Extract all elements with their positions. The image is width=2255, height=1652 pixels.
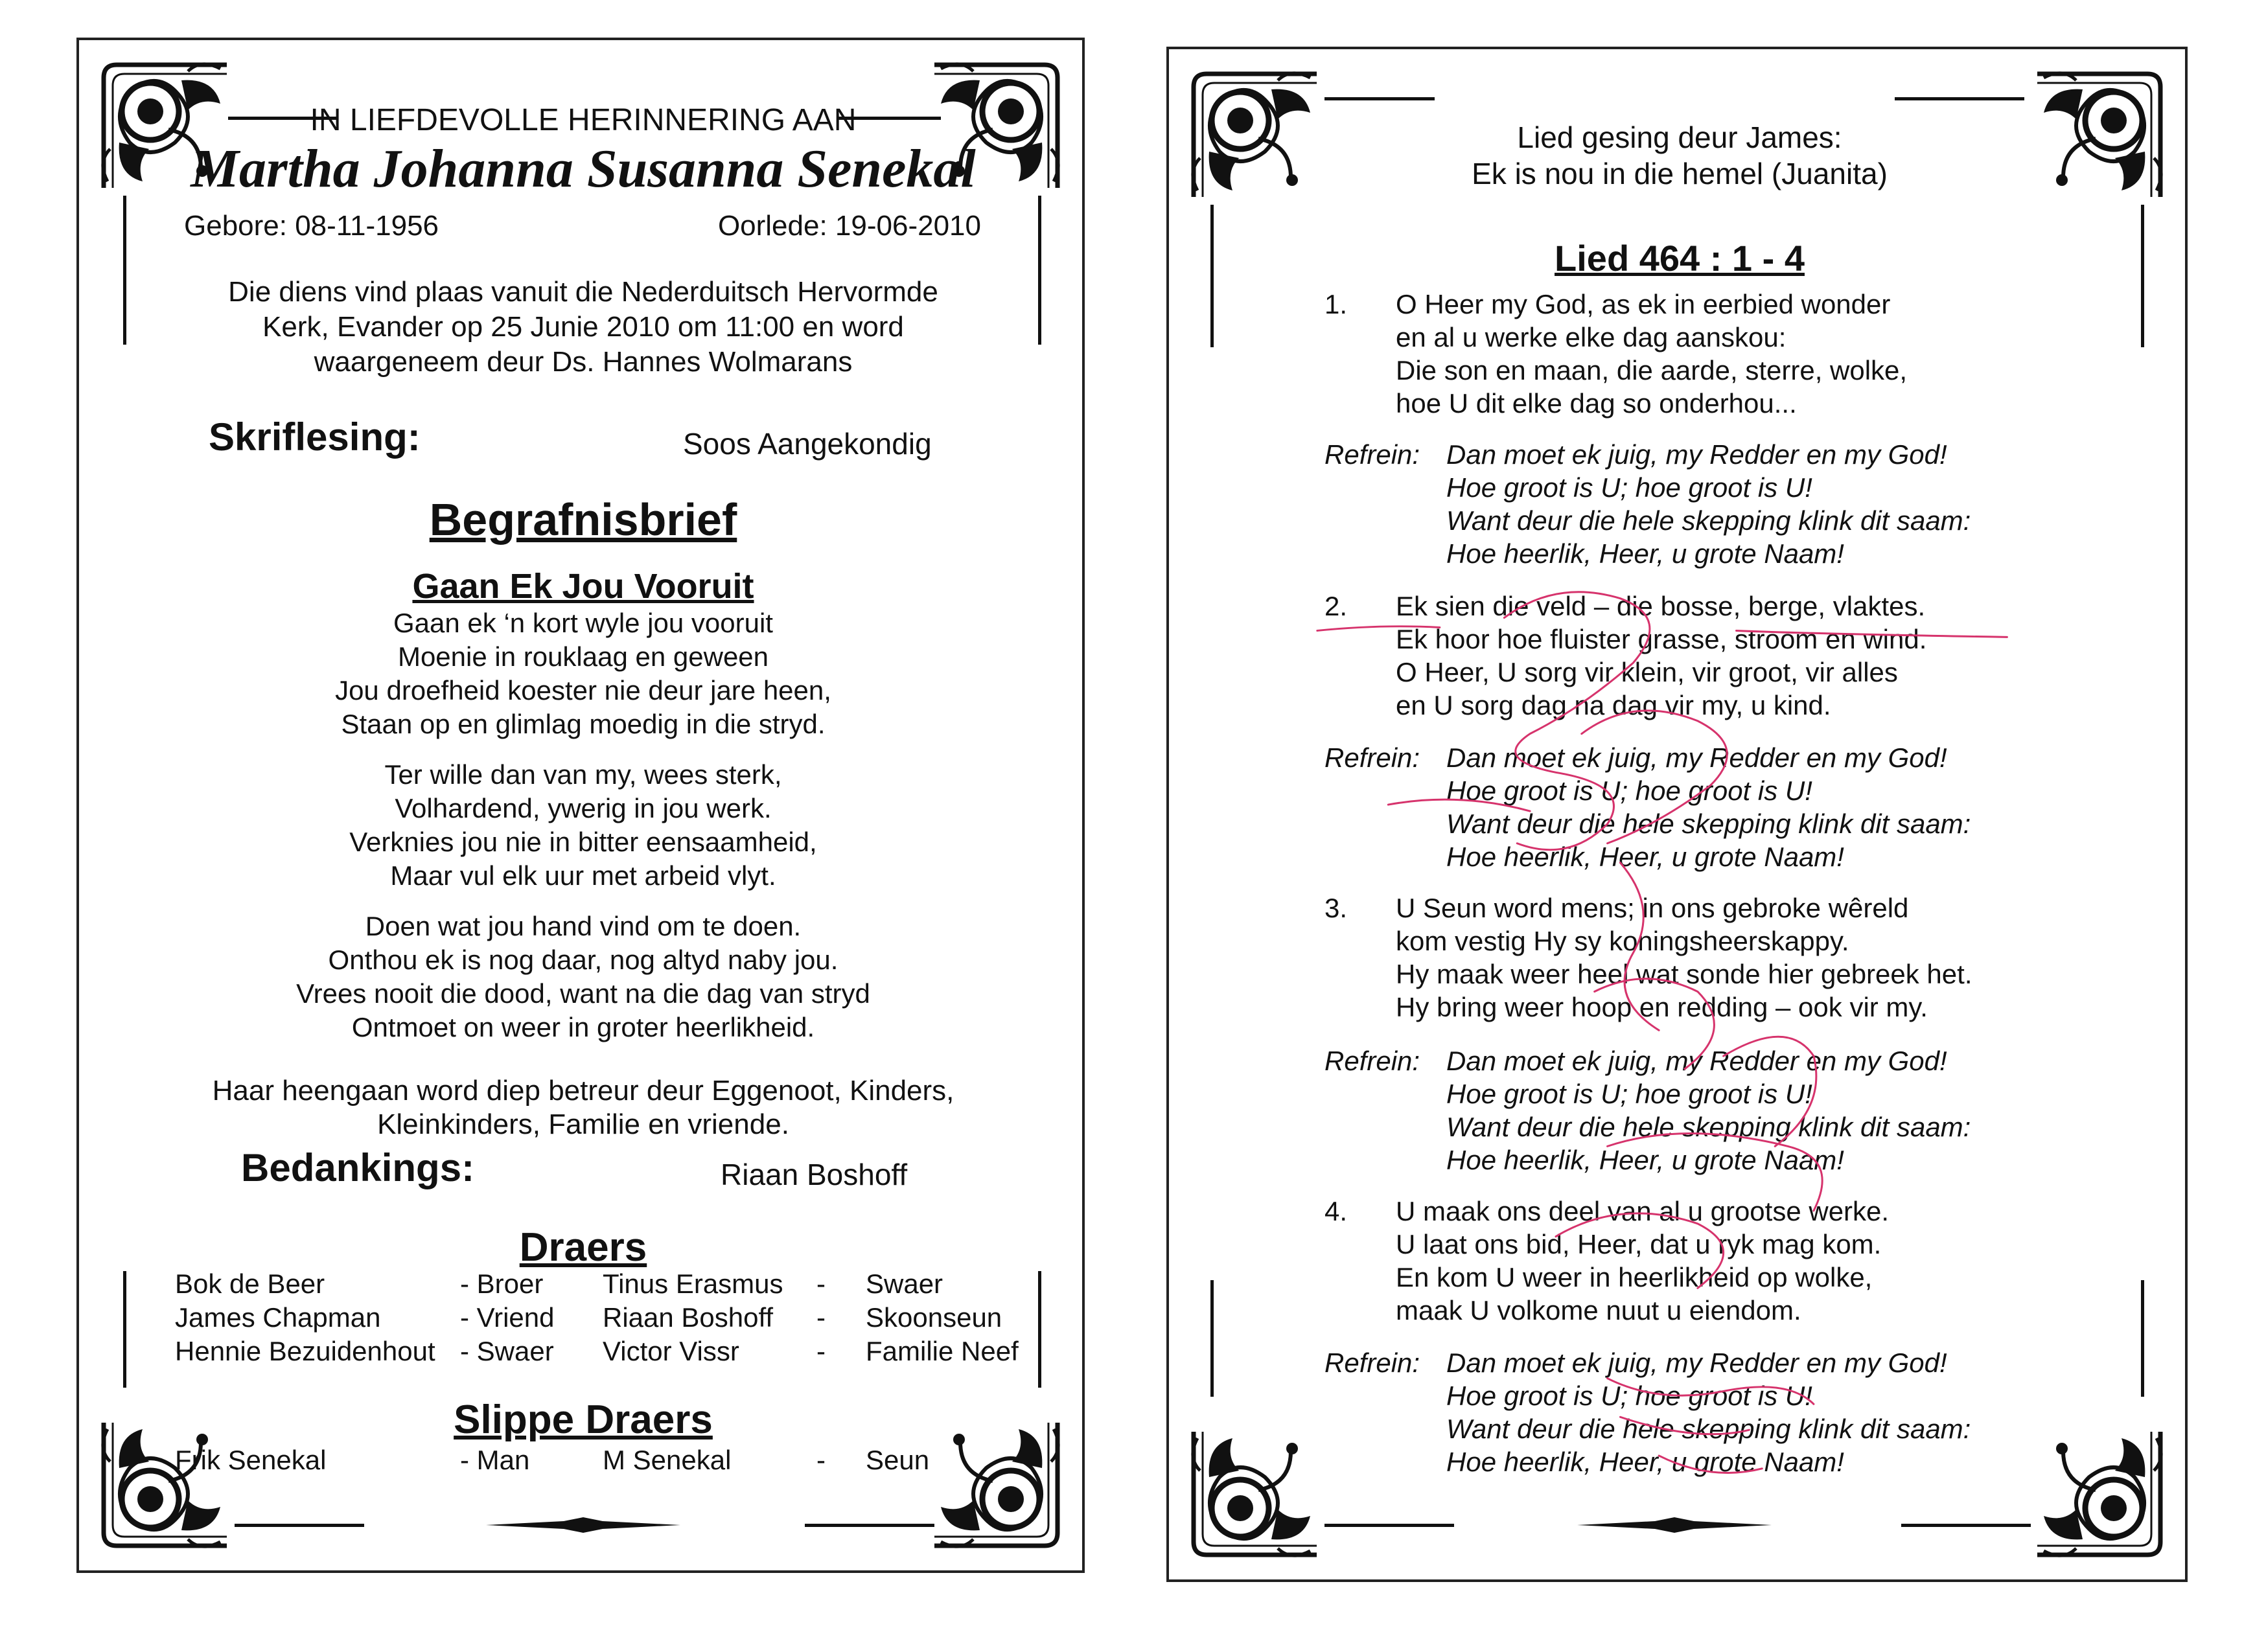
poem-line: Verknies jou nie in bitter eensaamheid, xyxy=(349,827,817,857)
bearer-relation: - Man xyxy=(460,1445,530,1475)
table-row xyxy=(175,1443,929,1477)
verse-line: Ek hoor hoe fluister grasse, stroom en wind. xyxy=(1396,624,1927,654)
bearer-name: Victor Vissr xyxy=(603,1336,739,1366)
refrain-line: Hoe groot is U; hoe groot is U! xyxy=(1446,1079,1812,1109)
refrain-line: Dan moet ek juig, my Redder en my God! xyxy=(1446,1046,1947,1076)
refrain-line: Hoe heerlik, Heer, u grote Naam! xyxy=(1446,538,1844,569)
bearer-name: Riaan Boshoff xyxy=(603,1302,774,1333)
ornament-corner-icon xyxy=(1181,1419,1330,1568)
poem-line: Vrees nooit die dood, want na die dag van stryd xyxy=(296,978,870,1009)
refrain-line: Dan moet ek juig, my Redder en my God! xyxy=(1446,439,1947,470)
service-details xyxy=(79,275,1087,380)
verse-line: hoe U dit elke dag so onderhou... xyxy=(1396,388,1797,419)
bearer-name: James Chapman xyxy=(175,1302,381,1333)
refrain-line: Hoe heerlik, Heer, u grote Naam! xyxy=(1446,1447,1844,1477)
refrain-line: Dan moet ek juig, my Redder en my God! xyxy=(1446,742,1947,773)
poem-line: Doen wat jou hand vind om te doen. xyxy=(365,911,802,941)
leaflet-title: Begrafnisbrief xyxy=(429,494,737,545)
poem-line: Gaan ek ‘n kort wyle jou vooruit xyxy=(393,608,773,638)
refrain-line: Want deur die hele skepping klink dit saam: xyxy=(1446,505,1971,536)
decorative-rule xyxy=(1901,1524,2031,1527)
poem-line: Onthou ek is nog daar, nog altyd naby jou. xyxy=(328,945,838,975)
refrain-label: Refrein: xyxy=(1324,439,1420,470)
bearer-name: Frik Senekal xyxy=(175,1445,327,1475)
table-row xyxy=(175,1267,1019,1301)
verse-number: 3. xyxy=(1324,893,1348,923)
decorative-rule xyxy=(235,1524,364,1527)
memorial-page-right xyxy=(1166,47,2188,1582)
poem-line: Moenie in rouklaag en geween xyxy=(397,641,769,672)
separator-dash: - xyxy=(816,1268,826,1299)
bearer-relation: Skoonseun xyxy=(866,1302,1002,1333)
refrain-line: Hoe groot is U; hoe groot is U! xyxy=(1446,1381,1812,1411)
poem-line: Ter wille dan van my, wees sterk, xyxy=(384,759,782,790)
poem-line: Jou droefheid koester nie deur jare heen, xyxy=(335,675,831,706)
verse-line: U laat ons bid, Heer, dat u ryk mag kom. xyxy=(1396,1229,1882,1259)
decorative-rule xyxy=(1324,97,1435,100)
bearer-name: Hennie Bezuidenhout xyxy=(175,1336,435,1366)
death-date: Oorlede: 19-06-2010 xyxy=(717,210,981,242)
refrain-label: Refrein: xyxy=(1324,1046,1420,1076)
bearer-relation: Seun xyxy=(866,1445,930,1475)
poem-stanza xyxy=(79,758,1087,893)
refrain-line: Dan moet ek juig, my Redder en my God! xyxy=(1446,1348,1947,1378)
deceased-name: Martha Johanna Susanna Senekal xyxy=(191,139,976,199)
verse-number: 2. xyxy=(1324,591,1348,621)
verse-line: en al u werke elke dag aanskou: xyxy=(1396,322,1787,352)
mourned-by-text xyxy=(79,1074,1087,1141)
verse-line: U maak ons deel van al u grootse werke. xyxy=(1396,1196,1890,1226)
verse-line: Hy maak weer heel wat sonde hier gebreek het. xyxy=(1396,959,1972,989)
poem-stanza xyxy=(79,606,1087,741)
verse-line: O Heer my God, as ek in eerbied wonder xyxy=(1396,289,1891,319)
refrain-line: Want deur die hele skepping klink dit saam: xyxy=(1446,1414,1971,1444)
verse-line: U Seun word mens; in ons gebroke wêreld xyxy=(1396,893,1909,923)
bearers-table xyxy=(175,1267,1019,1368)
memorial-page-left xyxy=(76,38,1085,1573)
header-intro: IN LIEFDEVOLLE HERINNERING AAN xyxy=(310,103,857,137)
decorative-rule xyxy=(1895,97,2024,100)
bearer-relation: Familie Neef xyxy=(866,1336,1019,1366)
bearer-relation: - Broer xyxy=(460,1268,544,1299)
song-credit-line: Lied gesing deur James: xyxy=(1517,120,1842,154)
refrain-line: Hoe heerlik, Heer, u grote Naam! xyxy=(1446,842,1844,872)
birth-date: Gebore: 08-11-1956 xyxy=(184,210,439,242)
slip-bearers-title: Slippe Draers xyxy=(454,1397,713,1442)
hymn-title: Lied 464 : 1 - 4 xyxy=(1555,238,1805,279)
mourned-line: Haar heengaan word diep betreur deur Eggenoot, Kinders, xyxy=(212,1075,954,1107)
service-line: Kerk, Evander op 25 Junie 2010 om 11:00 en word xyxy=(262,311,904,343)
verse-line: kom vestig Hy sy koningsheerskappy. xyxy=(1396,926,1849,956)
decorative-rule xyxy=(1210,1280,1214,1397)
verse-line: Ek sien die veld – die bosse, berge, vlaktes. xyxy=(1396,591,1926,621)
thanks-value: Riaan Boshoff xyxy=(721,1158,908,1191)
poem-line: Maar vul elk uur met arbeid vlyt. xyxy=(390,860,776,891)
divider-ornament-icon xyxy=(1577,1517,1772,1533)
poem-line: Staan op en glimlag moedig in die stryd. xyxy=(341,709,826,739)
thanks-label: Bedankings: xyxy=(241,1146,475,1189)
verse-line: O Heer, U sorg vir klein, vir groot, vir alles xyxy=(1396,657,1898,687)
refrain-label: Refrein: xyxy=(1324,742,1420,773)
bearer-relation: Swaer xyxy=(866,1268,943,1299)
verse-line: maak U volkome nuut u eiendom. xyxy=(1396,1295,1801,1325)
scripture-value: Soos Aangekondig xyxy=(683,427,932,461)
poem-title: Gaan Ek Jou Vooruit xyxy=(412,567,754,606)
refrain-line: Want deur die hele skepping klink dit saam: xyxy=(1446,1112,1971,1142)
decorative-rule xyxy=(1324,1524,1454,1527)
song-credit-line: Ek is nou in die hemel (Juanita) xyxy=(1472,157,1888,190)
divider-ornament-icon xyxy=(486,1517,680,1533)
table-row xyxy=(175,1301,1019,1335)
separator-dash: - xyxy=(816,1302,826,1333)
refrain-line: Hoe groot is U; hoe groot is U! xyxy=(1446,775,1812,806)
decorative-rule xyxy=(2141,1280,2144,1397)
ornament-corner-icon xyxy=(2024,1419,2173,1568)
verse-number: 4. xyxy=(1324,1196,1348,1226)
refrain-line: Hoe groot is U; hoe groot is U! xyxy=(1446,472,1812,503)
decorative-rule xyxy=(123,1271,126,1388)
bearer-name: M Senekal xyxy=(603,1445,732,1475)
verse-number: 1. xyxy=(1324,289,1348,319)
song-credit xyxy=(1169,119,2190,192)
service-line: Die diens vind plaas vanuit die Nederduitsch Hervormde xyxy=(228,276,938,308)
bearers-title: Draers xyxy=(519,1225,647,1270)
refrain-label: Refrein: xyxy=(1324,1348,1420,1378)
decorative-rule xyxy=(805,1524,934,1527)
decorative-rule xyxy=(1038,1271,1041,1388)
separator-dash: - xyxy=(816,1445,826,1475)
bearer-relation: - Vriend xyxy=(460,1302,555,1333)
verse-line: en U sorg dag na dag vir my, u kind. xyxy=(1396,690,1831,720)
bearer-name: Tinus Erasmus xyxy=(603,1268,783,1299)
poem-line: Volhardend, ywerig in jou werk. xyxy=(395,793,772,823)
slip-bearers-table xyxy=(175,1443,929,1477)
mourned-line: Kleinkinders, Familie en vriende. xyxy=(377,1108,789,1140)
verse-line: Die son en maan, die aarde, sterre, wolke, xyxy=(1396,355,1908,385)
separator-dash: - xyxy=(816,1336,826,1366)
poem-line: Ontmoet on weer in groter heerlikheid. xyxy=(351,1012,815,1042)
refrain-line: Want deur die hele skepping klink dit saam: xyxy=(1446,809,1971,839)
verse-line: En kom U weer in heerlikheid op wolke, xyxy=(1396,1262,1873,1292)
poem-stanza xyxy=(79,910,1087,1044)
bearer-relation: - Swaer xyxy=(460,1336,554,1366)
table-row xyxy=(175,1335,1019,1368)
service-line: waargeneem deur Ds. Hannes Wolmarans xyxy=(314,346,853,378)
bearer-name: Bok de Beer xyxy=(175,1268,325,1299)
scripture-label: Skriflesing: xyxy=(209,415,421,459)
verse-line: Hy bring weer hoop en redding – ook vir my. xyxy=(1396,992,1928,1022)
refrain-line: Hoe heerlik, Heer, u grote Naam! xyxy=(1446,1145,1844,1175)
